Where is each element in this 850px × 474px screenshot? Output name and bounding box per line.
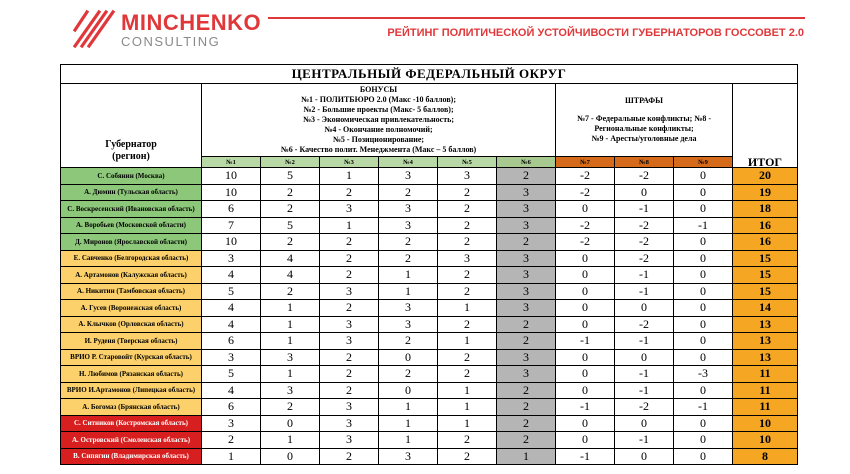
col-header-7: №7 xyxy=(556,157,615,168)
score-cell-8: 0 xyxy=(615,448,674,465)
score-cell-2: 5 xyxy=(261,168,320,185)
score-cell-4: 1 xyxy=(379,283,438,300)
table-row xyxy=(61,432,798,449)
logo-stripes-icon xyxy=(73,8,117,48)
score-cell-7: 0 xyxy=(556,300,615,317)
score-cell-5: 2 xyxy=(438,448,497,465)
score-cell-9: 0 xyxy=(674,201,733,218)
score-cell-3: 1 xyxy=(320,217,379,234)
score-cell-3: 2 xyxy=(320,448,379,465)
score-cell-5: 3 xyxy=(438,168,497,185)
score-cell-3: 3 xyxy=(320,415,379,432)
bonus-line: №6 - Качество полит. Менеджмента (Макс – 5 баллов) xyxy=(280,145,477,154)
score-cell-9: 0 xyxy=(674,267,733,284)
total-cell: 19 xyxy=(733,184,798,201)
score-cell-7: -2 xyxy=(556,168,615,185)
score-cell-6: 3 xyxy=(497,217,556,234)
score-cell-5: 2 xyxy=(438,234,497,251)
score-cell-8: -2 xyxy=(615,234,674,251)
score-cell-1: 6 xyxy=(202,399,261,416)
bonus-line: №1 - ПОЛИТБЮРО 2.0 (Макс -10 баллов); xyxy=(301,95,456,104)
total-cell: 10 xyxy=(733,432,798,449)
table-row xyxy=(61,201,798,218)
score-cell-1: 3 xyxy=(202,250,261,267)
score-cell-6: 2 xyxy=(497,168,556,185)
total-cell: 11 xyxy=(733,382,798,399)
table-row xyxy=(61,448,798,465)
score-cell-4: 1 xyxy=(379,415,438,432)
score-cell-8: -2 xyxy=(615,316,674,333)
score-cell-3: 2 xyxy=(320,250,379,267)
score-cell-5: 2 xyxy=(438,217,497,234)
table-row xyxy=(61,366,798,383)
score-cell-9: 0 xyxy=(674,432,733,449)
score-cell-8: -2 xyxy=(615,168,674,185)
governor-name-cell: С. Воскресенский (Ивановская область) xyxy=(61,201,202,218)
score-cell-3: 2 xyxy=(320,349,379,366)
table-row xyxy=(61,349,798,366)
penalty-header xyxy=(556,84,733,157)
score-cell-6: 2 xyxy=(497,399,556,416)
score-cell-1: 4 xyxy=(202,382,261,399)
score-cell-7: 0 xyxy=(556,349,615,366)
score-cell-1: 5 xyxy=(202,283,261,300)
score-cell-1: 4 xyxy=(202,267,261,284)
score-cell-6: 2 xyxy=(497,316,556,333)
governor-name-cell: А. Островский (Смоленская область) xyxy=(61,432,202,449)
score-cell-4: 3 xyxy=(379,300,438,317)
score-cell-8: -1 xyxy=(615,283,674,300)
score-cell-4: 0 xyxy=(379,382,438,399)
score-cell-9: 0 xyxy=(674,333,733,350)
score-cell-2: 2 xyxy=(261,234,320,251)
score-cell-4: 3 xyxy=(379,316,438,333)
score-cell-5: 2 xyxy=(438,201,497,218)
score-cell-3: 3 xyxy=(320,399,379,416)
score-cell-2: 2 xyxy=(261,201,320,218)
score-cell-4: 2 xyxy=(379,333,438,350)
col-header-2: №2 xyxy=(261,157,320,168)
score-cell-7: -2 xyxy=(556,217,615,234)
score-cell-9: 0 xyxy=(674,234,733,251)
governor-column-header xyxy=(61,84,202,168)
score-cell-9: -1 xyxy=(674,217,733,234)
score-cell-2: 0 xyxy=(261,415,320,432)
score-cell-1: 2 xyxy=(202,432,261,449)
score-cell-4: 0 xyxy=(379,349,438,366)
score-cell-2: 5 xyxy=(261,217,320,234)
score-cell-9: 0 xyxy=(674,168,733,185)
total-cell: 15 xyxy=(733,283,798,300)
score-cell-4: 2 xyxy=(379,250,438,267)
bonus-line: №2 - Большие проекты (Макс- 5 баллов); xyxy=(303,105,454,114)
score-cell-6: 3 xyxy=(497,184,556,201)
score-cell-1: 3 xyxy=(202,415,261,432)
score-cell-9: 0 xyxy=(674,283,733,300)
score-cell-1: 10 xyxy=(202,184,261,201)
table-row xyxy=(61,250,798,267)
score-cell-2: 1 xyxy=(261,300,320,317)
total-cell: 13 xyxy=(733,349,798,366)
score-cell-5: 2 xyxy=(438,366,497,383)
col-header-1: №1 xyxy=(202,157,261,168)
score-cell-3: 2 xyxy=(320,300,379,317)
bonus-line: №3 - Экономическая привлекательность; xyxy=(302,115,455,124)
score-cell-7: -2 xyxy=(556,184,615,201)
score-cell-2: 4 xyxy=(261,250,320,267)
score-cell-5: 2 xyxy=(438,349,497,366)
score-cell-1: 1 xyxy=(202,448,261,465)
col-header-4: №4 xyxy=(379,157,438,168)
score-cell-8: -2 xyxy=(615,399,674,416)
total-cell: 11 xyxy=(733,366,798,383)
score-cell-6: 2 xyxy=(497,432,556,449)
score-cell-7: 0 xyxy=(556,316,615,333)
table-row xyxy=(61,382,798,399)
score-cell-8: 0 xyxy=(615,184,674,201)
table-title: ЦЕНТРАЛЬНЫЙ ФЕДЕРАЛЬНЫЙ ОКРУГ xyxy=(61,65,798,84)
table-row xyxy=(61,234,798,251)
score-cell-6: 2 xyxy=(497,415,556,432)
score-cell-8: -1 xyxy=(615,267,674,284)
brand-subtitle: CONSULTING xyxy=(121,34,221,49)
score-cell-4: 2 xyxy=(379,184,438,201)
penalty-line: №7 - Федеральные конфликты; №8 - xyxy=(577,114,711,123)
score-cell-5: 2 xyxy=(438,184,497,201)
score-cell-8: -1 xyxy=(615,382,674,399)
score-cell-8: -1 xyxy=(615,333,674,350)
score-cell-4: 2 xyxy=(379,366,438,383)
score-cell-1: 10 xyxy=(202,168,261,185)
score-cell-7: -1 xyxy=(556,448,615,465)
penalty-line: Региональные конфликты; xyxy=(594,124,694,133)
score-cell-8: 0 xyxy=(615,415,674,432)
total-cell: 11 xyxy=(733,399,798,416)
score-cell-6: 1 xyxy=(497,448,556,465)
score-cell-4: 1 xyxy=(379,432,438,449)
score-cell-7: 0 xyxy=(556,201,615,218)
score-cell-7: 0 xyxy=(556,382,615,399)
score-cell-7: 0 xyxy=(556,432,615,449)
col-header-8: №8 xyxy=(615,157,674,168)
score-cell-8: -1 xyxy=(615,432,674,449)
rating-table xyxy=(60,64,798,465)
score-cell-6: 3 xyxy=(497,201,556,218)
total-cell: 20 xyxy=(733,168,798,185)
penalty-title: ШТРАФЫ xyxy=(625,96,663,105)
score-cell-7: 0 xyxy=(556,250,615,267)
score-cell-6: 2 xyxy=(497,382,556,399)
score-cell-3: 3 xyxy=(320,333,379,350)
governor-header-line1: Губернатор xyxy=(105,139,157,150)
score-cell-9: 0 xyxy=(674,349,733,366)
score-cell-7: -1 xyxy=(556,399,615,416)
score-cell-9: 0 xyxy=(674,448,733,465)
score-cell-2: 2 xyxy=(261,399,320,416)
governor-name-cell: А. Дюмин (Тульская область) xyxy=(61,184,202,201)
table-row xyxy=(61,300,798,317)
bonus-line: №5 - Позиционирование; xyxy=(332,135,425,144)
governor-name-cell: А. Воробьев (Московской области) xyxy=(61,217,202,234)
table-row xyxy=(61,316,798,333)
score-cell-5: 2 xyxy=(438,267,497,284)
score-cell-6: 3 xyxy=(497,349,556,366)
score-cell-8: 0 xyxy=(615,349,674,366)
score-cell-9: 0 xyxy=(674,250,733,267)
col-header-5: №5 xyxy=(438,157,497,168)
score-cell-9: -3 xyxy=(674,366,733,383)
score-cell-5: 2 xyxy=(438,432,497,449)
total-cell: 8 xyxy=(733,448,798,465)
governor-name-cell: И. Руденя (Тверская область) xyxy=(61,333,202,350)
brand-logo xyxy=(73,8,273,50)
score-cell-8: -1 xyxy=(615,201,674,218)
total-cell: 14 xyxy=(733,300,798,317)
header-divider xyxy=(268,17,805,19)
score-cell-1: 4 xyxy=(202,316,261,333)
score-cell-6: 2 xyxy=(497,333,556,350)
total-cell: 13 xyxy=(733,316,798,333)
total-cell: 15 xyxy=(733,267,798,284)
score-cell-4: 3 xyxy=(379,448,438,465)
col-header-9: №9 xyxy=(674,157,733,168)
score-cell-6: 2 xyxy=(497,234,556,251)
governor-header-line2: (регион) xyxy=(112,151,150,162)
col-header-6: №6 xyxy=(497,157,556,168)
score-cell-3: 2 xyxy=(320,184,379,201)
table-row xyxy=(61,415,798,432)
score-cell-6: 3 xyxy=(497,283,556,300)
score-cell-4: 3 xyxy=(379,217,438,234)
score-cell-2: 4 xyxy=(261,267,320,284)
governor-name-cell: Е. Савченко (Белгородская область) xyxy=(61,250,202,267)
score-cell-7: 0 xyxy=(556,415,615,432)
score-cell-3: 2 xyxy=(320,267,379,284)
score-cell-8: -1 xyxy=(615,366,674,383)
penalty-line: №9 - Аресты/уголовные дела xyxy=(591,134,697,143)
score-cell-7: -1 xyxy=(556,333,615,350)
score-cell-7: 0 xyxy=(556,283,615,300)
score-cell-2: 3 xyxy=(261,349,320,366)
score-cell-9: 0 xyxy=(674,382,733,399)
bonus-header xyxy=(202,84,556,157)
governor-name-cell: ВРИО Р. Старовойт (Курская область) xyxy=(61,349,202,366)
score-cell-6: 3 xyxy=(497,250,556,267)
score-cell-7: -2 xyxy=(556,234,615,251)
total-cell: 18 xyxy=(733,201,798,218)
score-cell-1: 6 xyxy=(202,201,261,218)
score-cell-7: 0 xyxy=(556,267,615,284)
score-cell-1: 4 xyxy=(202,300,261,317)
score-cell-1: 6 xyxy=(202,333,261,350)
score-cell-4: 3 xyxy=(379,201,438,218)
report-title: РЕЙТИНГ ПОЛИТИЧЕСКОЙ УСТОЙЧИВОСТИ ГУБЕРНАТОРОВ ГОССОВЕТ 2.0 xyxy=(387,27,804,39)
score-cell-9: 0 xyxy=(674,300,733,317)
total-cell: 16 xyxy=(733,217,798,234)
score-cell-2: 0 xyxy=(261,448,320,465)
governor-name-cell: Д. Миронов (Ярославской области) xyxy=(61,234,202,251)
table-row xyxy=(61,333,798,350)
score-cell-5: 3 xyxy=(438,250,497,267)
score-cell-3: 3 xyxy=(320,316,379,333)
score-cell-9: -1 xyxy=(674,399,733,416)
score-cell-3: 2 xyxy=(320,382,379,399)
score-cell-2: 1 xyxy=(261,316,320,333)
score-cell-2: 2 xyxy=(261,283,320,300)
score-cell-4: 1 xyxy=(379,399,438,416)
score-cell-5: 2 xyxy=(438,316,497,333)
score-cell-3: 2 xyxy=(320,234,379,251)
governor-name-cell: А. Гусев (Воронежская область) xyxy=(61,300,202,317)
score-cell-8: 0 xyxy=(615,300,674,317)
table-row xyxy=(61,399,798,416)
score-cell-5: 1 xyxy=(438,382,497,399)
score-cell-2: 1 xyxy=(261,366,320,383)
table-row xyxy=(61,267,798,284)
score-cell-4: 2 xyxy=(379,234,438,251)
score-cell-5: 1 xyxy=(438,333,497,350)
score-cell-1: 7 xyxy=(202,217,261,234)
brand-name: MINCHENKO xyxy=(121,10,262,35)
bonus-line: №4 - Окончание полномочий; xyxy=(324,125,433,134)
total-cell: 13 xyxy=(733,333,798,350)
score-cell-9: 0 xyxy=(674,184,733,201)
governor-name-cell: А. Никитин (Тамбовская область) xyxy=(61,283,202,300)
governor-name-cell: А. Клычков (Орловская область) xyxy=(61,316,202,333)
bonus-title: БОНУСЫ xyxy=(359,85,398,94)
score-cell-6: 3 xyxy=(497,300,556,317)
table-row xyxy=(61,217,798,234)
score-cell-2: 1 xyxy=(261,333,320,350)
score-cell-9: 0 xyxy=(674,316,733,333)
score-cell-2: 1 xyxy=(261,432,320,449)
score-cell-2: 2 xyxy=(261,184,320,201)
score-cell-3: 2 xyxy=(320,366,379,383)
score-cell-2: 3 xyxy=(261,382,320,399)
score-cell-3: 1 xyxy=(320,168,379,185)
governor-name-cell: А. Богомаз (Брянская область) xyxy=(61,399,202,416)
governor-name-cell: ВРИО И.Артамонов (Липецкая область) xyxy=(61,382,202,399)
score-cell-5: 2 xyxy=(438,283,497,300)
score-cell-1: 10 xyxy=(202,234,261,251)
score-cell-6: 3 xyxy=(497,267,556,284)
score-cell-5: 1 xyxy=(438,300,497,317)
score-cell-4: 3 xyxy=(379,168,438,185)
total-cell: 15 xyxy=(733,250,798,267)
score-cell-1: 5 xyxy=(202,366,261,383)
score-cell-3: 3 xyxy=(320,283,379,300)
total-cell: 10 xyxy=(733,415,798,432)
score-cell-7: 0 xyxy=(556,366,615,383)
col-header-3: №3 xyxy=(320,157,379,168)
governor-name-cell: С. Собянин (Москва) xyxy=(61,168,202,185)
score-cell-3: 3 xyxy=(320,432,379,449)
governor-name-cell: Н. Любимов (Рязанская область) xyxy=(61,366,202,383)
governor-name-cell: С. Ситников (Костромская область) xyxy=(61,415,202,432)
governor-name-cell: В. Сипягин (Владимирская область) xyxy=(61,448,202,465)
table-row xyxy=(61,184,798,201)
score-cell-8: -2 xyxy=(615,217,674,234)
score-cell-6: 3 xyxy=(497,366,556,383)
total-cell: 16 xyxy=(733,234,798,251)
score-cell-5: 1 xyxy=(438,415,497,432)
score-cell-4: 1 xyxy=(379,267,438,284)
score-cell-1: 3 xyxy=(202,349,261,366)
score-cell-3: 3 xyxy=(320,201,379,218)
total-column-header: ИТОГ xyxy=(733,84,798,168)
table-row xyxy=(61,168,798,185)
table-row xyxy=(61,283,798,300)
score-cell-9: 0 xyxy=(674,415,733,432)
governor-name-cell: А. Артамонов (Калужская область) xyxy=(61,267,202,284)
score-cell-8: -2 xyxy=(615,250,674,267)
score-cell-5: 1 xyxy=(438,399,497,416)
